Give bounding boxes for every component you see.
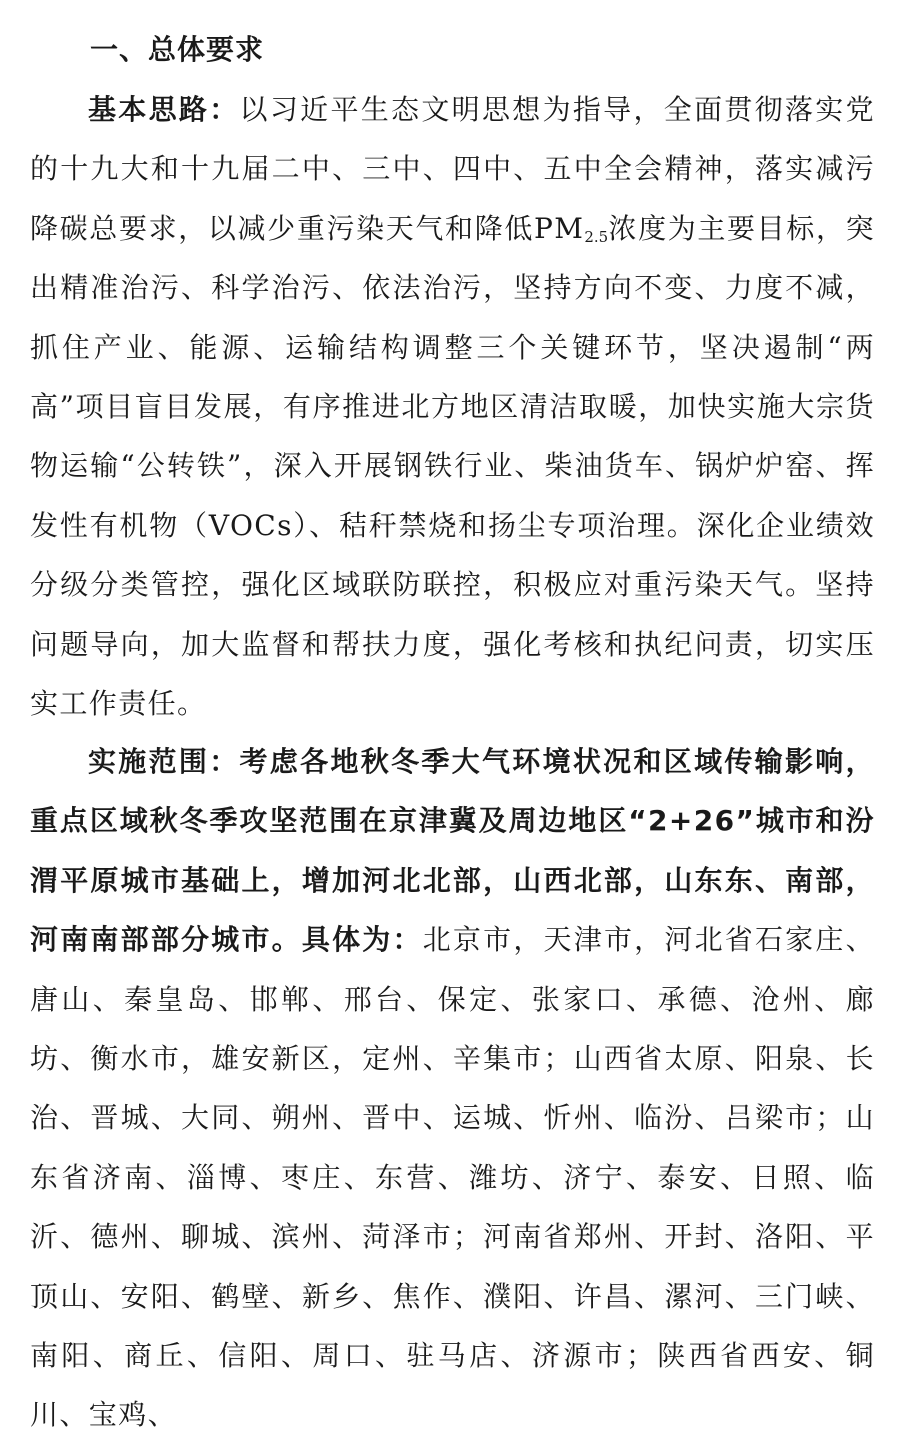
- paragraph-basic-approach: [30, 80, 875, 733]
- section-heading: 一、总体要求: [90, 33, 265, 66]
- paragraph-text-part2: 浓度为主要目标，突出精准治污、科学治污、依法治污，坚持方向不变、力度不减，抓住产业、能源、运输结构调整三个关键环节，坚决遏制“两高”项目盲目发展，有序推进北方地区清洁取暖，加快实施大宗货物运输“公转铁”，深入开展钢铁行业、柴油货车、锅炉炉窑、挥发性有机物（VOCs）、秸秆禁烧和扬尘专项治理。深化企业绩效分级分类管控，强化区域联防联控，积极应对重污染天气。坚持问题导向，加大监督和帮扶力度，强化考核和执纪问责，切实压实工作责任。: [30, 211, 875, 721]
- paragraph-bold-text: 考虑各地秋冬季大气环境状况和区域传输影响，重点区域秋冬季攻坚范围在京津冀及周边地区“2+26”城市和汾渭平原城市基础上，增加河北北部，山西北部，山东东、南部，河南南部部分城市。具体为：: [30, 745, 875, 957]
- pm-subscript: 2.5: [584, 227, 609, 246]
- paragraph-city-list: 北京市，天津市，河北省石家庄、唐山、秦皇岛、邯郸、邢台、保定、张家口、承德、沧州、廊坊、衡水市，雄安新区，定州、辛集市；山西省太原、阳泉、长治、晋城、大同、朔州、晋中、运城、忻州、临汾、吕梁市；山东省济南、淄博、枣庄、东营、潍坊、济宁、泰安、日照、临沂、德州、聊城、滨州、菏泽市；河南省郑州、开封、洛阳、平顶山、安阳、鹤壁、新乡、焦作、濮阳、许昌、漯河、三门峡、南阳、商丘、信阳、周口、驻马店、济源市；陕西省西安、铜川、宝鸡、: [30, 923, 875, 1432]
- paragraph-text-part1: 以习近平生态文明思想为指导，全面贯彻落实党的十九大和十九届二中、三中、四中、五中全会精神，落实减污降碳总要求，以减少重污染天气和降低PM: [30, 93, 875, 245]
- paragraph-label-scope: 实施范围：: [88, 745, 240, 778]
- paragraph-label-basic-approach: 基本思路：: [88, 93, 240, 126]
- paragraph-implementation-scope: [30, 732, 875, 1445]
